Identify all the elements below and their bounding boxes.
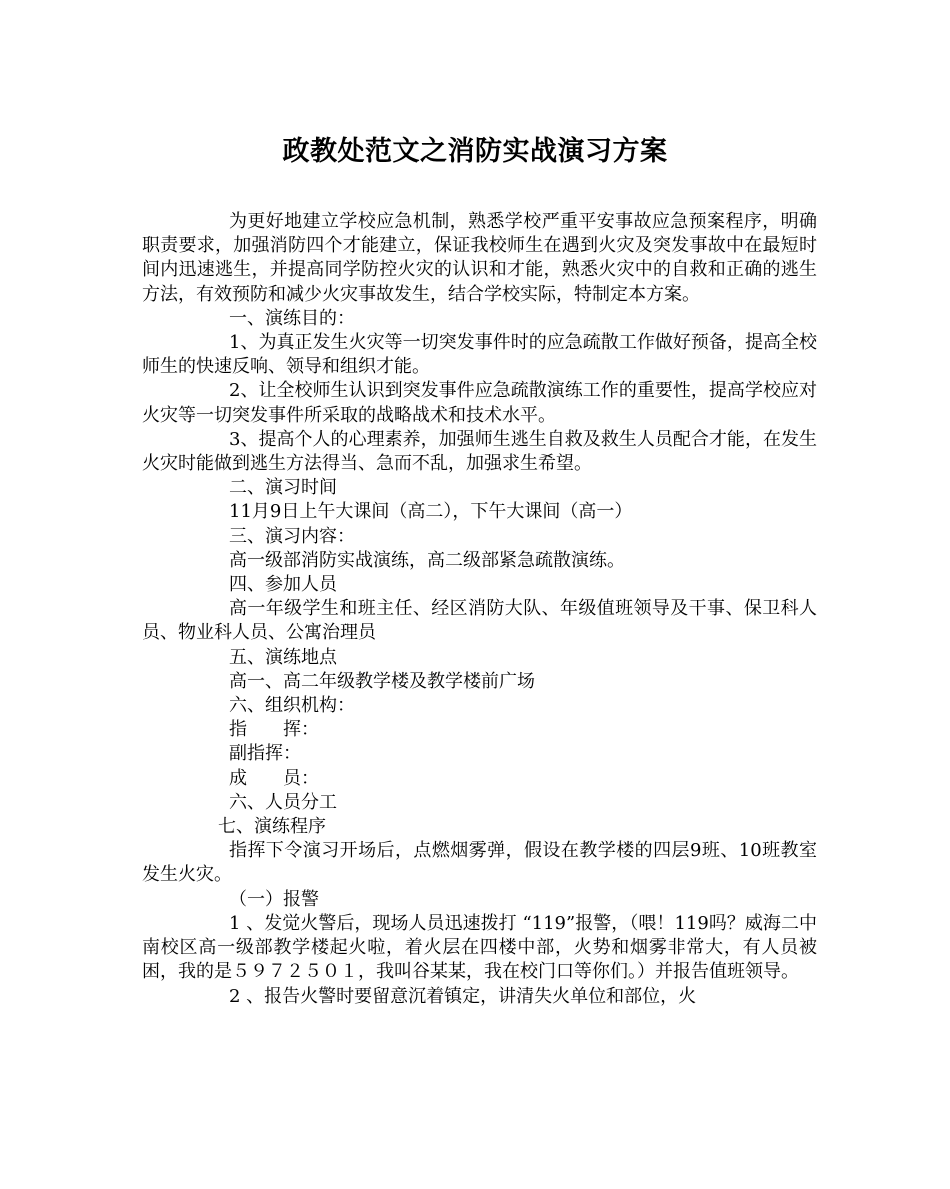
intro-paragraph: 为更好地建立学校应急机制，熟悉学校严重平安事故应急预案程序，明确职责要求，加强消防四个才能建立，保证我校师生在遇到火灾及突发事故中在最短时间内迅速逃生，并提高同学防控火灾的认识和才能，熟悉火灾中的自救和正确的逃生方法，有效预防和减少火灾事故发生，结合学校实际，特制定本方案。 <box>142 211 817 305</box>
section-4-heading: 四、参加人员 <box>229 574 337 596</box>
section-6b-heading: 六、人员分工 <box>229 791 337 813</box>
section-6-commander: 指 挥： <box>229 719 319 741</box>
document-body <box>142 210 817 1009</box>
section-2-content: 11月9日上午大课间（高二），下午大课间（高一） <box>229 501 633 523</box>
section-6-heading: 六、组织机构： <box>229 695 355 717</box>
section-1-item-2: 2、让全校师生认识到突发事件应急疏散演练工作的重要性，提高学校应对火灾等一切突发事件所采取的战略战术和技术水平。 <box>142 380 817 426</box>
section-6-vice-commander: 副指挥： <box>229 743 301 765</box>
section-3-content: 高一级部消防实战演练，高二级部紧急疏散演练。 <box>229 549 625 571</box>
section-7-content: 指挥下令演习开场后，点燃烟雾弹，假设在教学楼的四层9班、10班教室发生火灾。 <box>142 840 817 886</box>
section-5-heading: 五、演练地点 <box>229 646 337 668</box>
section-3-heading: 三、演习内容： <box>229 525 355 547</box>
section-1-item-1: 1、为真正发生火灾等一切突发事件时的应急疏散工作做好预备，提高全校师生的快速反响、领导和组织才能。 <box>142 332 817 378</box>
section-7-sub-1-item-2: 2 、报告火警时要留意沉着镇定，讲清失火单位和部位，火 <box>229 985 697 1007</box>
section-2-heading: 二、演习时间 <box>229 477 337 499</box>
document-title: 政教处范文之消防实战演习方案 <box>282 136 668 167</box>
section-1-item-3: 3、提高个人的心理素养，加强师生逃生自救及救生人员配合才能，在发生火灾时能做到逃生方法得当、急而不乱，加强求生希望。 <box>142 428 817 475</box>
section-7-sub-1-item-1: 1 、发觉火警后，现场人员迅速拨打 “119”报警，（喂！119吗？威海二中南校区高一级部教学楼起火啦，着火层在四楼中部，火势和烟雾非常大，有人员被困，我的是５９７２５０１，我叫谷某某，我在校门口等你们。）并报告值班领导。 <box>142 912 817 983</box>
section-7-heading: 七、演练程序 <box>218 816 326 838</box>
section-1-heading: 一、演练目的： <box>229 307 355 329</box>
section-4-content: 高一年级学生和班主任、经区消防大队、年级值班领导及干事、保卫科人员、物业科人员、公寓治理员 <box>142 598 817 644</box>
section-5-content: 高一、高二年级教学楼及教学楼前广场 <box>229 670 535 692</box>
section-6-members: 成 员： <box>229 767 319 789</box>
section-7-sub-1-heading: （一）报警 <box>229 888 319 910</box>
